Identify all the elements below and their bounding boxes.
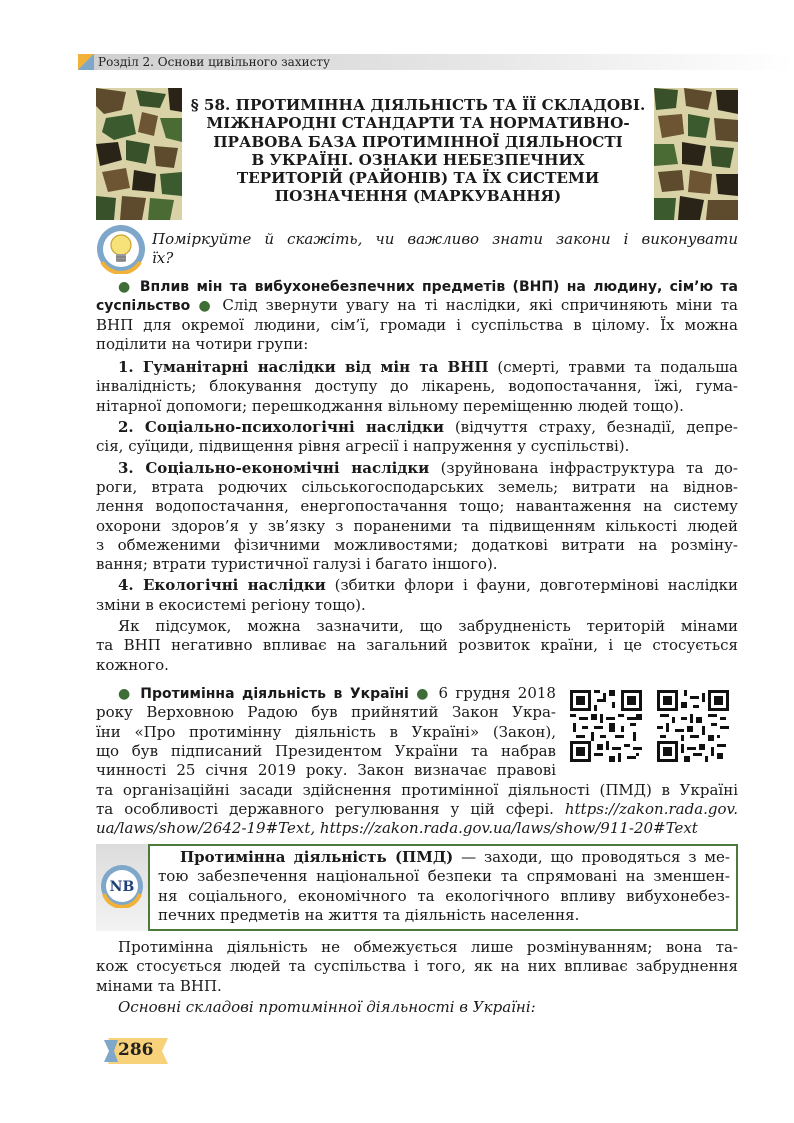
bullet-icon: ●: [198, 298, 215, 315]
reflection-question: [152, 229, 738, 268]
paragraph-line: охорони здоров’я у зв’язку з пораненими та підвищенням кількості людей: [96, 516, 738, 535]
qr-code-law-911[interactable]: [657, 690, 729, 762]
paragraph-line: мінами та ВНП.: [96, 976, 222, 995]
paragraph-line: та ВНП негативно впливає на загальний розвиток країни, і це стосується: [96, 636, 738, 655]
page-title: [182, 96, 654, 206]
paragraph-line: нітарної допомоги; перешкоджання вільному переміщенню людей тощо).: [96, 396, 684, 415]
section-mine-action-ukraine-cont: [96, 781, 738, 839]
nb-badge-icon: [100, 864, 144, 908]
closing-paragraph: [96, 938, 738, 1017]
question-line: їх?: [152, 249, 174, 268]
definition-line: тою забезпечення національної безпеки та спрямовані на зменшен-: [158, 867, 730, 886]
paragraph-text: (збитки флори і фауни, довготермінові наслідки: [334, 576, 738, 595]
paragraph-text: 6 грудня 2018: [438, 684, 556, 702]
title-line: ПОЗНАЧЕННЯ (МАРКУВАННЯ): [274, 187, 562, 206]
bullet-icon: ●: [118, 279, 133, 295]
title-line: § 58. ПРОТИМІННА ДІЯЛЬНІСТЬ ТА ЇЇ СКЛАДОВІ.: [190, 96, 646, 114]
title-line: В УКРАЇНІ. ОЗНАКИ НЕБЕЗПЕЧНИХ: [251, 150, 585, 169]
paragraph-line: ВНП для окремої людини, сім’ї, громади і суспільства в цілому. Їх можна: [96, 315, 738, 334]
camouflage-decoration-left: [96, 88, 182, 220]
paragraph-line: з обмеженими фізичними можливостями; додаткові витрати на розміну-: [96, 535, 738, 554]
nb-logo-text: NB: [109, 879, 135, 895]
paragraph-line: кож стосується людей та суспільства і того, як на них впливає забруднення: [96, 957, 738, 976]
paragraph-text: Слід звернути увагу на ті наслідки, які спричиняють міни та: [222, 296, 738, 315]
paragraph-line: їни «Про протимінну діяльність в Україні» (Закон),: [96, 722, 556, 741]
subsection-lead: Основні складові протимінної діяльності в Україні:: [118, 997, 536, 1016]
section-mine-action-ukraine: [96, 684, 556, 780]
paragraph-line: Протимінна діяльність не обмежується лише розмінуванням; вона та-: [118, 938, 738, 956]
title-line: ПРАВОВА БАЗА ПРОТИМІННОЇ ДІЯЛЬНОСТІ: [213, 132, 623, 151]
paragraph-line: чинності 25 січня 2019 року. Закон визначає правові: [96, 761, 556, 780]
paragraph-text: (відчуття страху, безнадії, депре-: [454, 418, 738, 437]
bullet-icon: ●: [416, 686, 432, 702]
paragraph-line: що був підписаний Президентом України та набрав: [96, 741, 556, 760]
group-title: 4. Екологічні наслідки: [118, 576, 326, 595]
paragraph-line: інвалідність; блокування доступу до лікарень, водопостачання, їжі, гума-: [96, 377, 738, 396]
group-title: 1. Гуманітарні наслідки від мін та ВНП: [118, 358, 489, 377]
paragraph-line: та організаційні засади здійснення протимінної діяльності (ПМД) в Україні: [96, 780, 738, 799]
paragraph-line: кожного.: [96, 655, 169, 674]
paragraph-line: роги, втрата родючих сільськогосподарських земель; витрати на віднов-: [96, 477, 738, 496]
paragraph-text: та особливості державного регулювання у цій сфері.: [96, 799, 554, 818]
paragraph-text: (зруйнована інфраструктура та до-: [440, 458, 738, 477]
paragraph-line: зміни в екосистемі регіону тощо).: [96, 595, 366, 614]
title-line: МІЖНАРОДНІ СТАНДАРТИ ТА НОРМАТИВНО-: [206, 114, 630, 133]
definition-line: ня соціального, економічного та екологічного впливу вибухонебез-: [158, 886, 730, 905]
page-number-badge: [104, 1036, 174, 1066]
lightbulb-icon: [96, 224, 146, 274]
question-line: Поміркуйте й скажіть, чи важливо знати закони і виконувати: [152, 230, 738, 248]
definition-term: Протимінна діяльність (ПМД): [180, 848, 454, 866]
section-header-text: Розділ 2. Основи цивільного захисту: [98, 55, 331, 69]
definition-line: печних предметів на життя та діяльність населення.: [158, 905, 580, 924]
header-corner-icon: [78, 54, 94, 70]
paragraph-line: вання; втрати туристичної галузі і багато іншого).: [96, 555, 498, 574]
qr-code-law-2642[interactable]: [570, 690, 642, 762]
nb-definition-box: [96, 844, 738, 931]
paragraph-line: Як підсумок, можна зазначити, що забрудненість територій мінами: [118, 617, 738, 636]
group-title: 2. Соціально-психологічні наслідки: [118, 418, 444, 437]
paragraph-text: (смерті, травми та подальша: [497, 358, 738, 377]
section-heading: Протимінна діяльність в Україні: [140, 686, 409, 702]
paragraph-line: року Верховною Радою був прийнятий Закон Укра-: [96, 703, 556, 722]
law-link[interactable]: ua/laws/show/2642-19#Text, https://zakon.rada.gov.ua/laws/show/911-20#Text: [96, 819, 698, 838]
paragraph-line: лення водопостачання, енергопостачання тощо; навантаження на систему: [96, 497, 738, 516]
definition-text: — заходи, що проводяться з ме-: [461, 848, 730, 866]
page-number: 286: [118, 1040, 154, 1060]
bullet-icon: ●: [118, 686, 133, 702]
nb-definition-text: [148, 844, 738, 931]
group-title: 3. Соціально-економічні наслідки: [118, 458, 430, 477]
section-impact: [96, 277, 738, 675]
title-line: ТЕРИТОРІЙ (РАЙОНІВ) ТА ЇХ СИСТЕМИ: [236, 169, 600, 188]
law-link[interactable]: https://zakon.rada.gov.: [564, 799, 738, 818]
paragraph-line: поділити на чотири групи:: [96, 334, 309, 353]
section-heading-cont: суспільство: [96, 298, 191, 315]
camouflage-decoration-right: [654, 88, 738, 220]
paragraph-line: сія, суїциди, підвищення рівня агресії і напруження у суспільстві).: [96, 437, 630, 456]
section-heading: Вплив мін та вибухонебезпечних предметів (ВНП) на людину, сім’ю та: [139, 279, 738, 295]
